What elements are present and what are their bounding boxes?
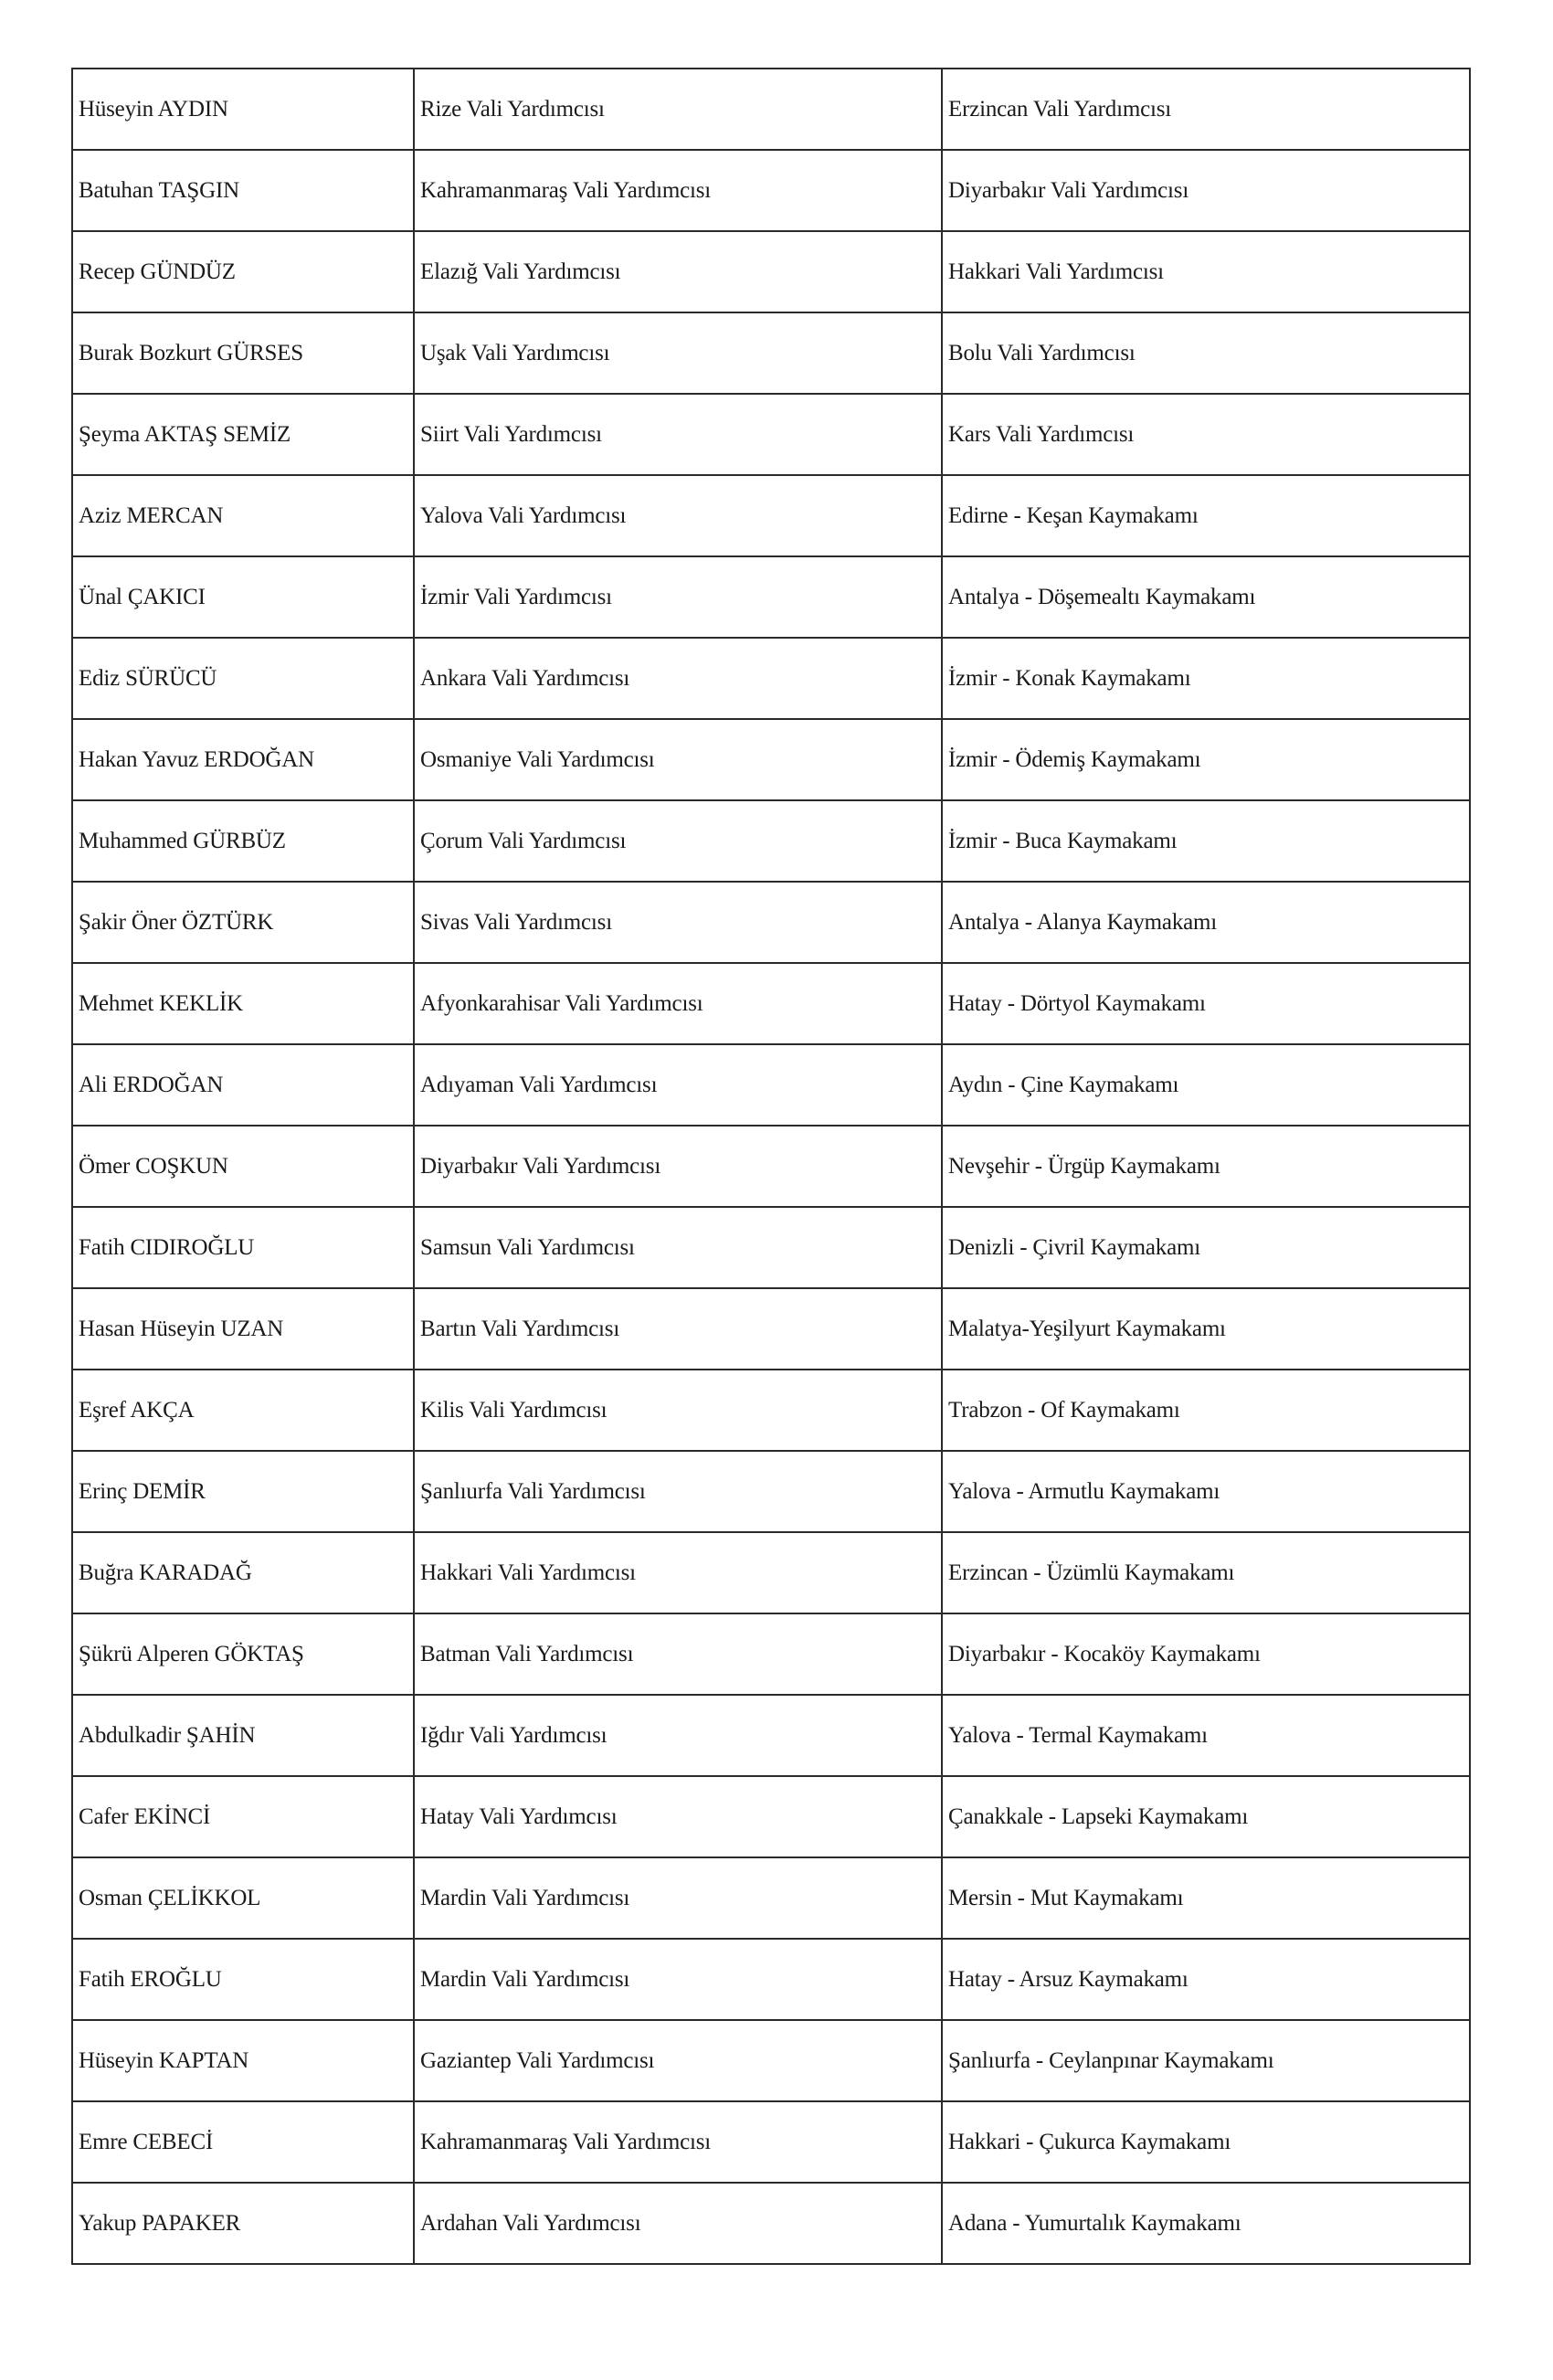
table-row	[72, 1695, 1470, 1776]
cell-current-post: Iğdır Vali Yardımcısı	[414, 1695, 942, 1776]
cell-current-post: Ankara Vali Yardımcısı	[414, 638, 942, 719]
table-row	[72, 394, 1470, 475]
table-row	[72, 1207, 1470, 1288]
cell-name: Mehmet KEKLİK	[72, 963, 414, 1044]
cell-name: Fatih EROĞLU	[72, 1939, 414, 2020]
cell-name: Ünal ÇAKICI	[72, 556, 414, 638]
cell-name: Hasan Hüseyin UZAN	[72, 1288, 414, 1370]
cell-new-post: Antalya - Alanya Kaymakamı	[942, 882, 1470, 963]
cell-current-post: Mardin Vali Yardımcısı	[414, 1939, 942, 2020]
table-row	[72, 1044, 1470, 1126]
cell-new-post: Malatya-Yeşilyurt Kaymakamı	[942, 1288, 1470, 1370]
cell-name: Ali ERDOĞAN	[72, 1044, 414, 1126]
cell-current-post: Samsun Vali Yardımcısı	[414, 1207, 942, 1288]
cell-name: Batuhan TAŞGIN	[72, 150, 414, 231]
cell-new-post: Yalova - Termal Kaymakamı	[942, 1695, 1470, 1776]
cell-name: Hakan Yavuz ERDOĞAN	[72, 719, 414, 800]
table-row	[72, 1126, 1470, 1207]
cell-new-post: Şanlıurfa - Ceylanpınar Kaymakamı	[942, 2020, 1470, 2101]
cell-current-post: Yalova Vali Yardımcısı	[414, 475, 942, 556]
cell-name: Ediz SÜRÜCÜ	[72, 638, 414, 719]
table-row	[72, 1532, 1470, 1613]
cell-new-post: Çanakkale - Lapseki Kaymakamı	[942, 1776, 1470, 1857]
cell-current-post: Hatay Vali Yardımcısı	[414, 1776, 942, 1857]
assignment-table-body	[72, 69, 1470, 2264]
cell-name: Hüseyin KAPTAN	[72, 2020, 414, 2101]
cell-name: Eşref AKÇA	[72, 1370, 414, 1451]
cell-current-post: Batman Vali Yardımcısı	[414, 1613, 942, 1695]
cell-new-post: Adana - Yumurtalık Kaymakamı	[942, 2183, 1470, 2264]
cell-new-post: Hatay - Arsuz Kaymakamı	[942, 1939, 1470, 2020]
cell-name: Erinç DEMİR	[72, 1451, 414, 1532]
cell-current-post: Kilis Vali Yardımcısı	[414, 1370, 942, 1451]
table-row	[72, 1776, 1470, 1857]
table-row	[72, 638, 1470, 719]
cell-current-post: Mardin Vali Yardımcısı	[414, 1857, 942, 1939]
cell-new-post: Antalya - Döşemealtı Kaymakamı	[942, 556, 1470, 638]
table-row	[72, 150, 1470, 231]
cell-name: Hüseyin AYDIN	[72, 69, 414, 150]
cell-new-post: Mersin - Mut Kaymakamı	[942, 1857, 1470, 1939]
table-row	[72, 475, 1470, 556]
cell-new-post: Hakkari - Çukurca Kaymakamı	[942, 2101, 1470, 2183]
cell-new-post: İzmir - Konak Kaymakamı	[942, 638, 1470, 719]
cell-name: Şakir Öner ÖZTÜRK	[72, 882, 414, 963]
cell-current-post: Bartın Vali Yardımcısı	[414, 1288, 942, 1370]
table-row	[72, 1613, 1470, 1695]
table-row	[72, 231, 1470, 312]
cell-name: Yakup PAPAKER	[72, 2183, 414, 2264]
cell-new-post: Aydın - Çine Kaymakamı	[942, 1044, 1470, 1126]
cell-name: Abdulkadir ŞAHİN	[72, 1695, 414, 1776]
cell-current-post: Uşak Vali Yardımcısı	[414, 312, 942, 394]
cell-new-post: Nevşehir - Ürgüp Kaymakamı	[942, 1126, 1470, 1207]
cell-new-post: Bolu Vali Yardımcısı	[942, 312, 1470, 394]
cell-new-post: Trabzon - Of Kaymakamı	[942, 1370, 1470, 1451]
cell-current-post: Diyarbakır Vali Yardımcısı	[414, 1126, 942, 1207]
cell-current-post: Afyonkarahisar Vali Yardımcısı	[414, 963, 942, 1044]
cell-new-post: İzmir - Buca Kaymakamı	[942, 800, 1470, 882]
cell-new-post: İzmir - Ödemiş Kaymakamı	[942, 719, 1470, 800]
table-row	[72, 800, 1470, 882]
cell-new-post: Denizli - Çivril Kaymakamı	[942, 1207, 1470, 1288]
cell-current-post: Kahramanmaraş Vali Yardımcısı	[414, 150, 942, 231]
cell-name: Şükrü Alperen GÖKTAŞ	[72, 1613, 414, 1695]
assignment-table-container	[71, 68, 1469, 2265]
cell-current-post: Çorum Vali Yardımcısı	[414, 800, 942, 882]
cell-new-post: Erzincan - Üzümlü Kaymakamı	[942, 1532, 1470, 1613]
table-row	[72, 312, 1470, 394]
cell-current-post: Ardahan Vali Yardımcısı	[414, 2183, 942, 2264]
cell-name: Burak Bozkurt GÜRSES	[72, 312, 414, 394]
cell-new-post: Hakkari Vali Yardımcısı	[942, 231, 1470, 312]
table-row	[72, 69, 1470, 150]
cell-new-post: Diyarbakır - Kocaköy Kaymakamı	[942, 1613, 1470, 1695]
cell-current-post: Hakkari Vali Yardımcısı	[414, 1532, 942, 1613]
assignment-table	[71, 68, 1471, 2265]
cell-name: Cafer EKİNCİ	[72, 1776, 414, 1857]
table-row	[72, 882, 1470, 963]
cell-name: Fatih CIDIROĞLU	[72, 1207, 414, 1288]
cell-name: Buğra KARADAĞ	[72, 1532, 414, 1613]
cell-name: Osman ÇELİKKOL	[72, 1857, 414, 1939]
cell-current-post: Kahramanmaraş Vali Yardımcısı	[414, 2101, 942, 2183]
table-row	[72, 1857, 1470, 1939]
cell-current-post: Sivas Vali Yardımcısı	[414, 882, 942, 963]
table-row	[72, 1288, 1470, 1370]
cell-name: Recep GÜNDÜZ	[72, 231, 414, 312]
cell-current-post: Rize Vali Yardımcısı	[414, 69, 942, 150]
table-row	[72, 1451, 1470, 1532]
table-row	[72, 2020, 1470, 2101]
cell-new-post: Yalova - Armutlu Kaymakamı	[942, 1451, 1470, 1532]
table-row	[72, 556, 1470, 638]
cell-current-post: Osmaniye Vali Yardımcısı	[414, 719, 942, 800]
cell-new-post: Kars Vali Yardımcısı	[942, 394, 1470, 475]
cell-new-post: Hatay - Dörtyol Kaymakamı	[942, 963, 1470, 1044]
table-row	[72, 963, 1470, 1044]
cell-name: Ömer COŞKUN	[72, 1126, 414, 1207]
cell-name: Aziz MERCAN	[72, 475, 414, 556]
table-row	[72, 1370, 1470, 1451]
cell-current-post: Şanlıurfa Vali Yardımcısı	[414, 1451, 942, 1532]
cell-new-post: Edirne - Keşan Kaymakamı	[942, 475, 1470, 556]
cell-new-post: Erzincan Vali Yardımcısı	[942, 69, 1470, 150]
cell-current-post: Gaziantep Vali Yardımcısı	[414, 2020, 942, 2101]
cell-name: Şeyma AKTAŞ SEMİZ	[72, 394, 414, 475]
cell-current-post: Elazığ Vali Yardımcısı	[414, 231, 942, 312]
table-row	[72, 1939, 1470, 2020]
cell-name: Muhammed GÜRBÜZ	[72, 800, 414, 882]
cell-current-post: Adıyaman Vali Yardımcısı	[414, 1044, 942, 1126]
table-row	[72, 2101, 1470, 2183]
cell-new-post: Diyarbakır Vali Yardımcısı	[942, 150, 1470, 231]
cell-current-post: Siirt Vali Yardımcısı	[414, 394, 942, 475]
table-row	[72, 2183, 1470, 2264]
cell-name: Emre CEBECİ	[72, 2101, 414, 2183]
table-row	[72, 719, 1470, 800]
cell-current-post: İzmir Vali Yardımcısı	[414, 556, 942, 638]
